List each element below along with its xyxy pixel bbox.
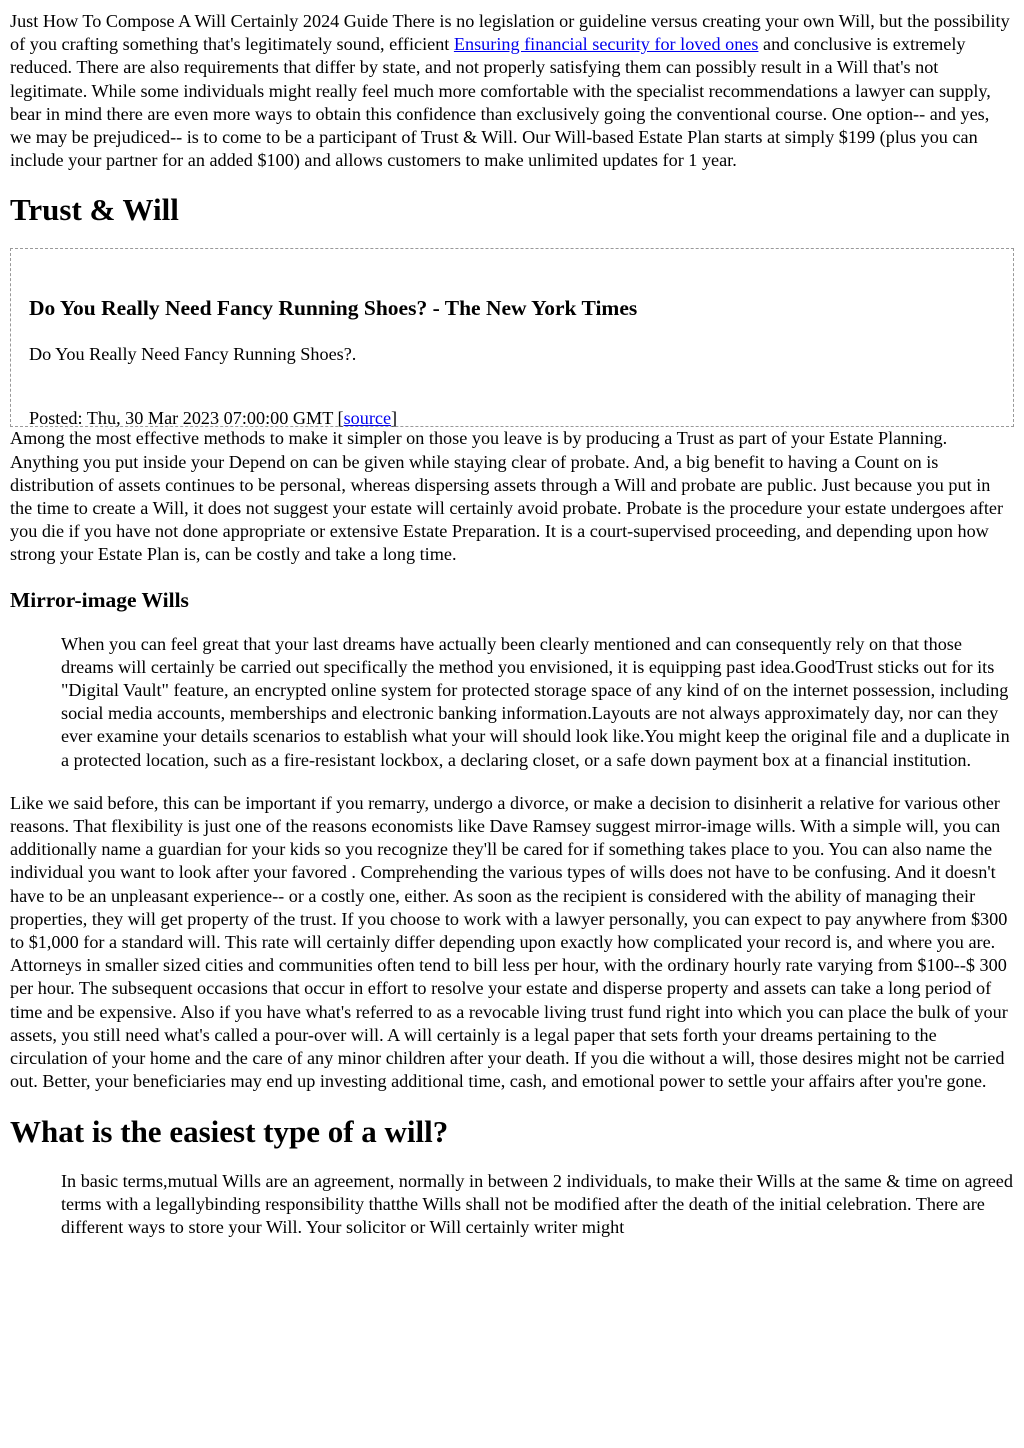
financial-security-link[interactable]: Ensuring financial security for loved ones [453,34,759,55]
easiest-will-quote: In basic terms,mutual Wills are an agreement, normally in between 2 individuals, to make their Wills at the same & time on agreed terms with a legallybinding responsibility thatthe Wills shall not be modified after the death of the initial celebration. There are different ways to store your Will. Your solicitor or Will certainly writer might [61,1170,1013,1237]
mirror-wills-quote: When you can feel great that your last dreams have actually been clearly mentioned and can consequently rely on that those dreams will certainly be carried out specifically the method you envisioned, it is equipping past idea.GoodTrust sticks out for its "Digital Vault" feature, an encrypted online system for protected storage space of any kind of on the internet possession, including social media accounts, memberships and electronic banking information.Layouts are not always approximately day, nor can they ever examine your details scenarios to establish what your will should look like.You might keep the original file and a duplicate in a protected location, such as a fire-resistant lockbox, a declaring closet, or a safe down payment box at a financial institution. [61,633,1010,770]
intro-text-after-link: and conclusive is extremely reduced. There are also requirements that differ by state, and not properly satisfying them can possibly result in a Will that's not legitimate. While some individuals might really feel much more comfortable with the specialist recommendations a lawyer can supply, bear in mind there are even more ways to obtain this confidence than exclusively going the conventional course. One option-- and yes, we may be prejudiced-- is to come to be a participant of Trust & Will. Our Will-based Estate Plan starts at simply $199 (plus you can include your partner for an added $100) and allows customers to make unlimited updates for 1 year. [10,34,991,171]
news-description: Do You Really Need Fancy Running Shoes?. [29,344,357,365]
mirror-wills-paragraph: Like we said before, this can be important if you remarry, undergo a divorce, or make a decision to disinherit a relative for various other reasons. That flexibility is just one of the reasons economists like Dave Ramsey suggest mirror-image wills. With a simple will, you can additionally name a guardian for your kids so you recognize they'll be cared for if something takes place to you. You can also name the individual you want to look after your favored . Comprehending the various types of wills does not have to be confusing. And it doesn't have to be an unpleasant experience-- or a costly one, either. As soon as the recipient is considered with the ability of managing their properties, they will get property of the trust. If you choose to work with a lawyer personally, you can expect to pay anywhere from $300 to $1,000 for a standard will. This rate will certainly differ depending upon exactly how complicated your record is, and where you are. Attorneys in smaller sized cities and communities often tend to bill less per hour, with the ordinary hourly rate varying from $100--$ 300 per hour. The subsequent occasions that occur in effort to resolve your estate and disperse property and assets can take a long period of time and be expensive. Also if you have what's referred to as a revocable living trust fund right into which you can place the bulk of your assets, you still need what's called a pour-over will. A will certainly is a legal paper that sets forth your dreams pertaining to the circulation of your home and the care of any minor children after your death. If you die without a will, those desires might not be carried out. Better, your beneficiaries may end up investing additional time, cash, and emotional power to settle your affairs after you're gone. [10,792,1008,1092]
news-embed-box [10,248,1014,427]
news-posted-suffix: ] [391,407,398,428]
news-title: Do You Really Need Fancy Running Shoes? - The New York Times [29,296,638,321]
news-posted-line [29,407,995,430]
trust-paragraph: Among the most effective methods to make it simpler on those you leave is by producing a Trust as part of your Estate Planning. Anything you put inside your Depend on can be given while staying clear of probate. And, a big benefit to having a Count on is distribution of assets continues to be personal, whereas dispersing assets through a Will and probate are public. Just because you put in the time to create a Will, it does not suggest your estate will certainly avoid probate. Probate is the procedure your estate undergoes after you die if you have not done appropriate or extensive Estate Preparation. It is a court-supervised proceeding, and depending upon how strong your Estate Plan is, can be costly and take a long time. [10,428,1004,565]
news-source-link[interactable]: source [343,407,392,428]
heading-easiest-will: What is the easiest type of a will? [10,1113,449,1149]
intro-paragraph [10,10,1014,172]
news-posted-date: Posted: Thu, 30 Mar 2023 07:00:00 GMT [ [29,407,344,428]
heading-mirror-image-wills: Mirror-image Wills [10,587,189,612]
heading-trust-and-will: Trust & Will [10,192,179,228]
intro-text-before-link: Just How To Compose A Will Certainly 2024 Guide There is no legislation or guideline versus creating your own Will, but the possibility of you crafting something that's legitimately sound, efficient [10,11,1010,55]
